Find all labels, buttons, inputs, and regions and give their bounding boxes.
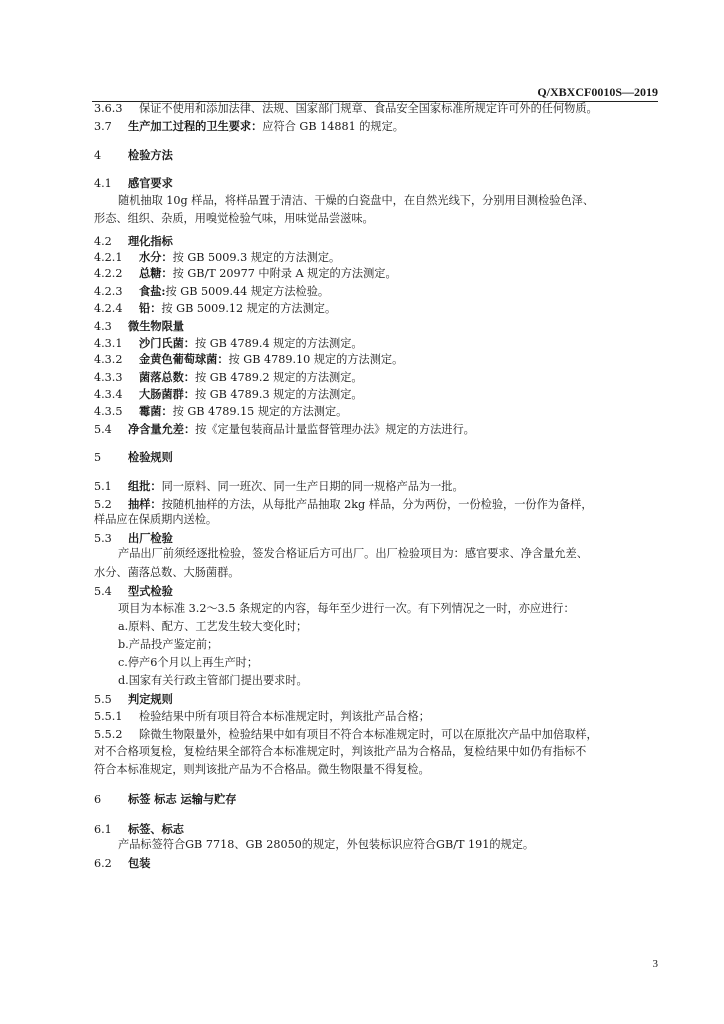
text-line xyxy=(94,479,658,494)
clause-text: 按 GB 4789.3 规定的方法测定。 xyxy=(194,388,363,401)
clause-number: 4.2.1 xyxy=(94,251,123,264)
clause-heading: 抽样： xyxy=(128,497,162,511)
clause-text: 应符合 GB 14881 的规定。 xyxy=(262,120,404,133)
clause-text: 保证不使用和添加法律、法规、国家部门规章、食品安全国家标准所规定许可外的任何物质。 xyxy=(139,102,598,115)
clause-number: 5.5.1 xyxy=(94,710,123,723)
clause-text: 随机抽取 10g 样品，将样品置于清洁、干燥的白瓷盘中，在自然光线下，分别用目测检验色泽、 xyxy=(118,194,595,207)
text-line xyxy=(94,763,658,777)
clause-text: 按 GB 4789.4 规定的方法测定。 xyxy=(194,337,363,350)
text-line xyxy=(94,319,658,334)
text-line xyxy=(94,352,658,367)
clause-heading: 感官要求 xyxy=(128,176,173,190)
document-code: Q/XBXCF0010S—2019 xyxy=(537,85,658,99)
clause-number: 5.5.2 xyxy=(94,728,123,741)
clause-number: 5.4 xyxy=(94,423,112,436)
text-line xyxy=(94,234,658,249)
clause-text: 水分、菌落总数、大肠菌群。 xyxy=(94,566,240,579)
clause-heading: 生产加工过程的卫生要求： xyxy=(128,119,263,133)
text-line xyxy=(94,822,658,837)
clause-text: 按 GB 5009.12 规定的方法测定。 xyxy=(161,302,337,315)
text-line xyxy=(94,266,658,281)
clause-number: 5.1 xyxy=(94,480,112,493)
clause-number: 4.2.3 xyxy=(94,285,123,298)
text-line xyxy=(94,450,658,465)
text-line xyxy=(118,674,658,688)
clause-heading: 总糖： xyxy=(139,266,173,280)
clause-text: a.原料、配方、工艺发生较大变化时； xyxy=(118,620,308,633)
clause-number: 5.5 xyxy=(94,693,112,706)
clause-text: 按 GB/T 20977 中附录 A 规定的方法测定。 xyxy=(172,267,397,280)
text-line xyxy=(94,119,658,134)
clause-heading: 水分： xyxy=(139,250,173,264)
text-line xyxy=(94,404,658,419)
clause-heading: 出厂检验 xyxy=(128,531,173,545)
clause-text: 符合本标准规定，则判该批产品为不合格品。微生物限量不得复检。 xyxy=(94,763,430,776)
text-line xyxy=(94,584,658,599)
text-line xyxy=(94,370,658,385)
text-line xyxy=(94,513,658,527)
text-line xyxy=(94,212,658,226)
text-line xyxy=(94,148,658,163)
text-line xyxy=(94,250,658,265)
text-line xyxy=(118,547,658,561)
clause-text: 除微生物限量外，检验结果中如有项目不符合本标准规定时，可以在原批次产品中加倍取样， xyxy=(139,728,598,741)
clause-text: 按 GB 5009.44 规定方法检验。 xyxy=(165,285,330,298)
text-line xyxy=(94,176,658,191)
clause-number: 3.6.3 xyxy=(94,102,123,115)
clause-number: 4.3.1 xyxy=(94,337,123,350)
text-line xyxy=(94,745,658,759)
clause-heading: 霉菌： xyxy=(139,404,173,418)
clause-number: 4.3.5 xyxy=(94,405,123,418)
clause-number: 3.7 xyxy=(94,120,112,133)
clause-text: 样品应在保质期内送检。 xyxy=(94,513,218,526)
text-line xyxy=(94,422,658,437)
clause-heading: 组批： xyxy=(128,479,162,493)
clause-number: 4.1 xyxy=(94,177,112,190)
text-line xyxy=(94,692,658,707)
clause-number: 4.3.2 xyxy=(94,353,123,366)
text-line xyxy=(94,566,658,580)
clause-text: 对不合格项复检，复检结果全部符合本标准规定时，判该批产品为合格品，复检结果中如仍有指标不 xyxy=(94,745,587,758)
clause-number: 4.3.3 xyxy=(94,371,123,384)
text-line xyxy=(94,301,658,316)
clause-heading: 检验规则 xyxy=(128,450,173,464)
clause-text: 同一原料、同一班次、同一生产日期的同一规格产品为一批。 xyxy=(161,480,464,493)
clause-text: 项目为本标准 3.2～3.5 条规定的内容，每年至少进行一次。有下列情况之一时，亦应进行： xyxy=(118,602,575,615)
clause-heading: 理化指标 xyxy=(128,234,173,248)
clause-text: 产品标签符合GB 7718、GB 28050的规定，外包装标识应符合GB/T 191的规定。 xyxy=(118,838,535,851)
clause-number: 4.3 xyxy=(94,320,112,333)
clause-number: 4.2.2 xyxy=(94,267,123,280)
clause-text: c.停产6个月以上再生产时； xyxy=(118,656,259,669)
text-line xyxy=(94,102,658,116)
clause-heading: 微生物限量 xyxy=(128,319,184,333)
text-line xyxy=(94,710,658,724)
clause-number: 5.2 xyxy=(94,498,112,511)
text-line xyxy=(94,387,658,402)
text-line xyxy=(94,856,658,871)
clause-text: 形态、组织、杂质，用嗅觉检验气味，用味觉品尝滋味。 xyxy=(94,212,374,225)
text-line xyxy=(118,838,658,852)
clause-heading: 菌落总数： xyxy=(139,370,195,384)
clause-heading: 大肠菌群： xyxy=(139,387,195,401)
clause-text: 按 GB 4789.15 规定的方法测定。 xyxy=(172,405,348,418)
clause-text: b.产品投产鉴定前； xyxy=(118,638,219,651)
text-line xyxy=(94,284,658,299)
clause-heading: 食盐: xyxy=(139,284,166,298)
clause-text: 按 GB 4789.2 规定的方法测定。 xyxy=(194,371,363,384)
clause-number: 6.1 xyxy=(94,823,112,836)
clause-number: 6 xyxy=(94,793,102,806)
clause-heading: 金黄色葡萄球菌： xyxy=(139,352,229,366)
clause-number: 5 xyxy=(94,451,102,464)
text-line xyxy=(118,638,658,652)
clause-heading: 铅： xyxy=(139,301,162,315)
clause-heading: 型式检验 xyxy=(128,584,173,598)
clause-text: 检验结果中所有项目符合本标准规定时，判该批产品合格； xyxy=(139,710,430,723)
clause-number: 4.2 xyxy=(94,235,112,248)
page-number: 3 xyxy=(652,958,658,970)
text-line xyxy=(94,728,658,742)
text-line xyxy=(94,497,658,512)
clause-number: 5.4 xyxy=(94,585,112,598)
clause-heading: 检验方法 xyxy=(128,148,173,162)
clause-number: 5.3 xyxy=(94,532,112,545)
clause-text: 产品出厂前须经逐批检验，签发合格证后方可出厂。出厂检验项目为：感官要求、净含量允差、 xyxy=(118,547,588,560)
clause-text: d.国家有关行政主管部门提出要求时。 xyxy=(118,674,308,687)
text-line xyxy=(94,336,658,351)
clause-number: 4.3.4 xyxy=(94,388,123,401)
clause-text: 按 GB 4789.10 规定的方法测定。 xyxy=(228,353,404,366)
clause-text: 按随机抽样的方法，从每批产品抽取 2kg 样品，分为两份，一份检验，一份作为备样， xyxy=(161,498,593,511)
text-line xyxy=(94,792,658,807)
text-line xyxy=(118,194,658,208)
clause-number: 4 xyxy=(94,149,102,162)
clause-heading: 沙门氏菌： xyxy=(139,336,195,350)
text-line xyxy=(118,602,658,616)
clause-heading: 判定规则 xyxy=(128,692,173,706)
clause-heading: 净含量允差： xyxy=(128,422,196,436)
text-line xyxy=(94,531,658,546)
clause-number: 6.2 xyxy=(94,857,112,870)
clause-text: 按《定量包装商品计量监督管理办法》规定的方法进行。 xyxy=(195,423,475,436)
clause-heading: 包装 xyxy=(128,856,151,870)
text-line xyxy=(118,656,658,670)
text-line xyxy=(118,620,658,634)
clause-number: 4.2.4 xyxy=(94,302,123,315)
clause-heading: 标签 标志 运输与贮存 xyxy=(128,792,237,806)
clause-heading: 标签、标志 xyxy=(128,822,184,836)
clause-text: 按 GB 5009.3 规定的方法测定。 xyxy=(172,251,341,264)
